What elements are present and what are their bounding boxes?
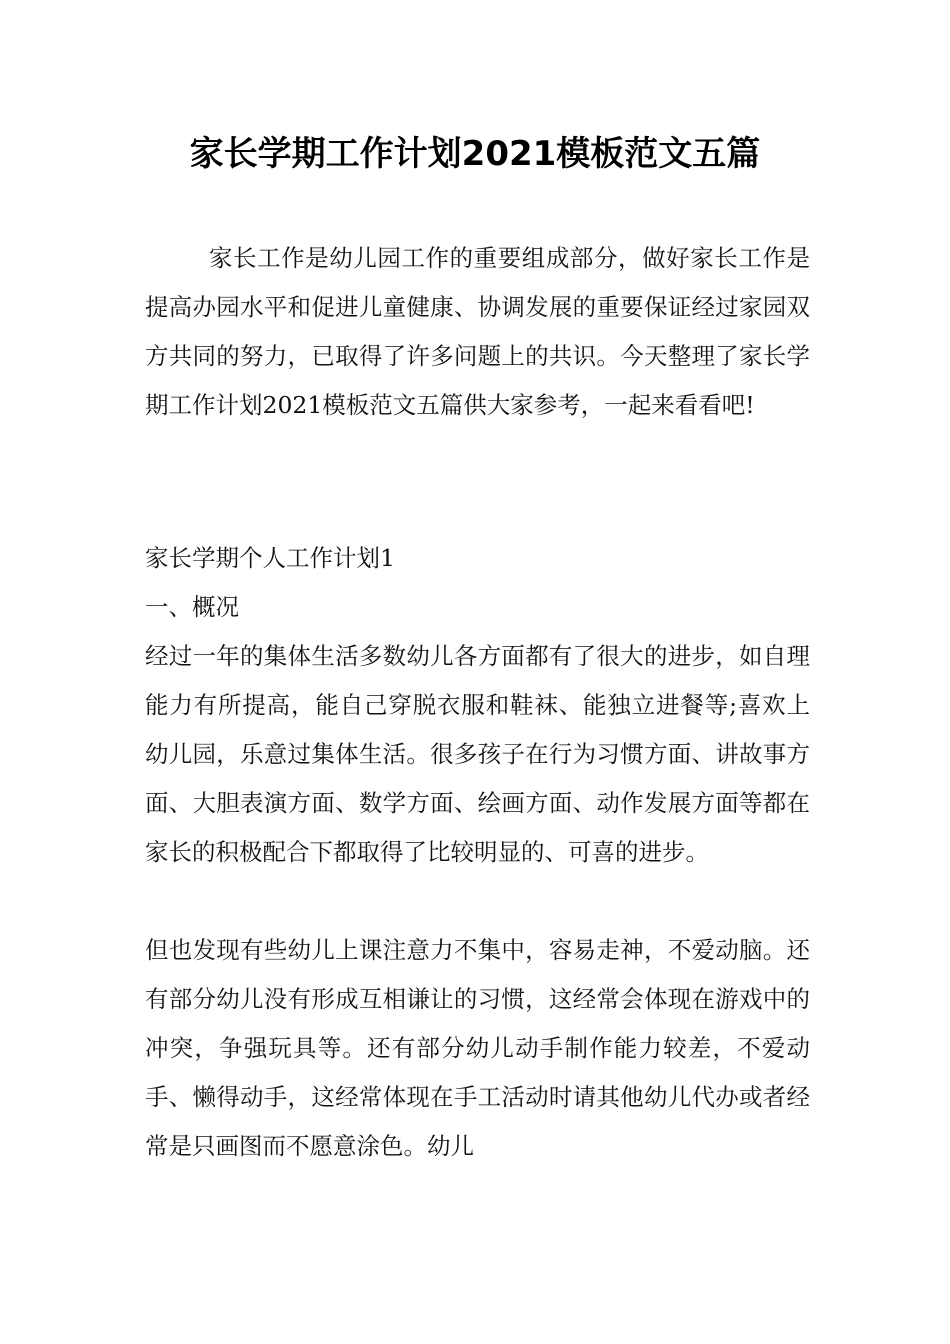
body-paragraph-2: 但也发现有些幼儿上课注意力不集中，容易走神，不爱动脑。还有部分幼儿没有形成互相谦让的习惯，这经常会体现在游戏中的冲突，争强玩具等。还有部分幼儿动手制作能力较差，不爱动手、懒得动手，这经常体现在手工活动时请其他幼儿代办或者经常是只画图而不愿意涂色。幼儿 (145, 936, 810, 1160)
body-paragraph-1: 经过一年的集体生活多数幼儿各方面都有了很大的进步，如自理能力有所提高，能自己穿脱衣服和鞋袜、能独立进餐等;喜欢上幼儿园，乐意过集体生活。很多孩子在行为习惯方面、讲故事方面、大胆表演方面、数学方面、绘画方面、动作发展方面等都在家长的积极配合下都取得了比较明显的、可喜的进步。 (145, 642, 810, 866)
document-title: 家长学期工作计划2021模板范文五篇 (189, 134, 761, 174)
intro-paragraph: 家长工作是幼儿园工作的重要组成部分，做好家长工作是提高办园水平和促进儿童健康、协调发展的重要保证经过家园双方共同的努力，已取得了许多问题上的共识。今天整理了家长学期工作计划2021模板范文五篇供大家参考，一起来看看吧! (145, 244, 810, 419)
section-heading-overview: 一、概况 (145, 593, 239, 621)
plan-subheading: 家长学期个人工作计划1 (145, 544, 395, 572)
